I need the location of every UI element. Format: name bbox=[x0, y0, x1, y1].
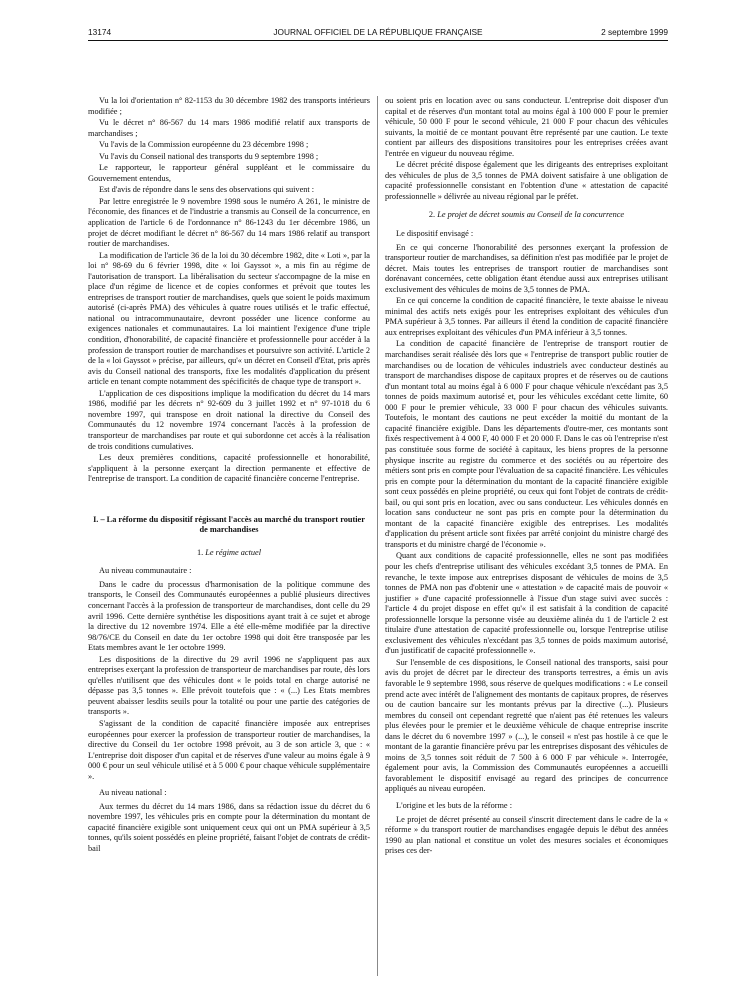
paragraph: Les deux premières conditions, capacité professionnelle et honorabilité, s'appliquent à la personne exerçant la direction permanente et effective de l'entreprise de transport. La condition de capacité financière concerne l'entreprise. bbox=[88, 453, 370, 484]
paragraph: Sur l'ensemble de ces dispositions, le Conseil national des transports, saisi pour avis du projet de décret par le directeur des transports terrestres, a émis un avis favorable le 9 septembre 1998, sous réserve de quelques modifications : « Le conseil prend acte avec intérêt de l'alignement des montants de capitaux propres, de réserves ou de caution bancaire sur les montants prévus par la directive (...). Plusieurs membres du conseil ont cependant regretté que n'aient pas été retenues les valeurs plus élevées pour le premier et le deuxième véhicule de chaque entreprise inscrite dans le décret du 6 novembre 1997 » (...), le conseil « n'est pas hostile à ce que le montant de la garantie financière prévu par les entreprises disposant des véhicules de moins de 3,5 tonnes soit réduit de 7 500 à 6 000 F par véhicule ». Interrogée, également pour avis, la Commission des Communautés européennes a accueilli favorablement le dispositif envisagé au regard des principes de concurrence appliqués au niveau européen. bbox=[385, 657, 668, 794]
paragraph: La modification de l'article 36 de la loi du 30 décembre 1982, dite « Loti », par la loi n° 98-69 du 6 février 1998, dite « loi Gayssot », a mis fin au régime de l'autorisation de transport. La libéralisation du secteur s'accompagne de la mise en place d'un régime de licence et de copies conformes et prévoit que toutes les entreprises de transport routier de marchandises, quels que soient le poids maximum autorisé (ci-après PMA) des véhicules à quatre roues utilisés et le trafic effectué, national ou intracommunautaire, devront posséder une licence conforme au exigences nationales et communautaires. La loi maintient l'exigence d'une triple condition, d'honorabilité, de capacité financière et professionnelle pour accéder à la profession de transport routier de marchandises et poursuivre son activité. L'article 2 de la « loi Gayssot » précise, par ailleurs, qu'« un décret en Conseil d'Etat, pris après avis du Conseil national des transports, fixe les modalités d'application du présent article en tenant compte notamment des spécificités de chaque type de transport ». bbox=[88, 250, 370, 387]
paragraph: Le projet de décret présenté au conseil s'inscrit directement dans le cadre de la « réforme » du transport routier de marchandises engagée depuis le début des années 1990 au plan national et constitue un volet des mesures sociales et économiques prises ces der- bbox=[385, 814, 668, 856]
column-divider bbox=[377, 96, 378, 976]
paragraph: Vu l'avis de la Commission européenne du 23 décembre 1998 ; bbox=[99, 140, 309, 150]
paragraph: Vu le décret n° 86-567 du 14 mars 1986 modifié relatif aux transports de marchandises ; bbox=[88, 118, 370, 138]
publication-date: 2 septembre 1999 bbox=[601, 27, 668, 37]
paragraph: ou soient pris en location avec ou sans conducteur. L'entreprise doit disposer d'un capital et de réserves d'un montant total au moins égal à 100 000 F pour le premier véhicule, 50 000 F pour le second véhicule, 21 000 F pour chacun des véhicules suivants, la moitié de ce montant pouvant être représenté par une caution. Le texte contient par ailleurs des dispositions transitoires pour les entreprises créées avant l'entrée en vigueur du nouveau régime. bbox=[385, 96, 668, 158]
paragraph: Le rapporteur, le rapporteur général suppléant et le commissaire du Gouvernement entendus, bbox=[88, 163, 370, 183]
paragraph: Par lettre enregistrée le 9 novembre 1998 sous le numéro A 261, le ministre de l'économie, des finances et de l'industrie a transmis au Conseil de la concurrence, en application de l'article 6 de l'ordonnance n° 86-1243 du 1er décembre 1986, un projet de décret modifiant le décret n° 86-567 du 14 mars 1986 relatif au transport routier de marchandises. bbox=[88, 196, 370, 249]
paragraph: Est d'avis de répondre dans le sens des observations qui suivent : bbox=[99, 185, 315, 195]
subsection-number: 2. bbox=[428, 210, 436, 220]
journal-title: JOURNAL OFFICIEL DE LA RÉPUBLIQUE FRANÇAISE bbox=[273, 27, 483, 37]
page-number: 13174 bbox=[88, 27, 112, 37]
level-heading: Au niveau national : bbox=[99, 788, 167, 798]
paragraph: L'application de ces dispositions implique la modification du décret du 14 mars 1986, modifié par les décrets n° 92-609 du 3 juillet 1992 et n° 97-1018 du 6 novembre 1997, qui transpose en droit national la directive du Conseil des Communautés du 12 novembre 1974 concernant l'accès à la profession de transporteur de marchandises par route et qui subordonne cet accès à la réalisation de trois conditions cumulatives. bbox=[88, 388, 370, 451]
paragraph: En ce qui concerne la condition de capacité financière, le texte abaisse le niveau minimal des actifs nets exigés pour les entreprises exploitant des véhicules d'un PMA supérieur à 3,5 tonnes. Par ailleurs il étend la condition de capacité financière aux entreprises exploitant des véhicules d'un PMA inférieur à 3,5 tonnes. bbox=[385, 296, 668, 337]
paragraph: S'agissant de la condition de capacité financière imposée aux entreprises européennes pour exercer la profession de transporteur routier de marchandises, la directive du Conseil du 1er octobre 1998 prévoit, au 3 de son article 3, que : « L'entreprise doit disposer d'un capital et de réserves d'une valeur au moins égale à 9 000 € pour un seul véhicule utilisé et à 5 000 € pour chaque véhicule supplémentaire ». bbox=[88, 718, 370, 781]
paragraph: Vu la loi d'orientation n° 82-1153 du 30 décembre 1982 des transports intérieurs modifiée ; bbox=[88, 96, 370, 116]
subsection-number: 1. bbox=[196, 547, 204, 557]
paragraph: La condition de capacité financière de l'entreprise de transport routier de marchandises serait réalisée dès lors que « l'entreprise de transport public routier de marchandises ou de location de véhicules industriels avec conducteur destinés au transport de marchandises dispose de capitaux propres et de réserves ou de cautions d'un montant total au moins égal à 6 000 F pour chaque véhicule n'excédant pas 3,5 tonnes de poids maximum autorisé et, pour les véhicules excédant cette limite, 60 000 F pour le premier véhicule, 33 000 F pour chacun des véhicules suivants. Toutefois, le montant des cautions ne peut excéder la moitié du montant de la capacité financière exigible. Dans les départements d'outre-mer, ces montants sont fixés respectivement à 4 000 F, 40 000 F et 20 000 F. Dans le cas où l'entreprise n'est pas constituée sous forme de société à capitaux, les biens propres de la personne physique inscrite au registre du commerce et des sociétés ou au répertoire des métiers sont pris en compte pour l'évaluation de sa capacité financière. Les véhicules pris en compte pour la détermination du montant de la capacité financière exigible sont ceux possédés en pleine propriété, ou ceux qui font l'objet de contrats de crédit-bail, ou qui sont pris en location, avec ou sans conducteur. Les véhicules donnés en location sans conducteur ne sont pas pris en compte pour la détermination du montant de la capacité financière exigible des entreprises. Les modalités d'application du présent article sont fixées par arrêté conjoint du ministre chargé des transports et du ministre chargé de l'économie ». bbox=[385, 339, 668, 549]
paragraph: En ce qui concerne l'honorabilité des personnes exerçant la profession de transporteur routier de marchandises, sa définition n'est pas modifiée par le projet de décret. Mais toutes les entreprises de transport routier de marchandises sont dorénavant concernées, cette obligation étant étendue aussi aux entreprises utilisant exclusivement des véhicules de moins de 3,5 tonnes de PMA. bbox=[385, 242, 668, 294]
paragraph: Aux termes du décret du 14 mars 1986, dans sa rédaction issue du décret du 6 novembre 1997, les véhicules pris en compte pour la détermination du montant de capacité financière exigible sont uniquement ceux qui ont un PMA supérieur à 3,5 tonnes, qu'ils soient possédés en pleine propriété, faisant l'objet de contrats de crédit-bail bbox=[88, 801, 370, 853]
subsection-title: Le projet de décret soumis au Conseil de la concurrence bbox=[437, 210, 625, 220]
paragraph: Vu l'avis du Conseil national des transports du 9 septembre 1998 ; bbox=[99, 151, 319, 161]
subsection-heading bbox=[88, 548, 370, 559]
level-heading: Le dispositif envisagé : bbox=[396, 229, 474, 239]
page-header bbox=[88, 27, 668, 41]
subsection-heading bbox=[385, 210, 668, 221]
header-rule bbox=[88, 40, 668, 41]
right-column bbox=[385, 96, 668, 858]
level-heading: Au niveau communautaire : bbox=[99, 566, 192, 576]
subsection-title: Le régime actuel bbox=[205, 547, 262, 557]
paragraph: Le décret précité dispose également que les dirigeants des entreprises exploitant des véhicules de plus de 3,5 tonnes de PMA doivent satisfaire à une obligation de capacité professionnelle consistant en l'obtention d'une « attestation de capacité professionnelle » délivrée au niveau régional par le préfet. bbox=[385, 160, 668, 201]
paragraph: Dans le cadre du processus d'harmonisation de la politique commune des transports, le Conseil des Communautés européennes a publié plusieurs directives concernant l'accès à la profession de transporteur de marchandises, dont celle du 29 avril 1996. Cette dernière synthétise les dispositions ayant trait à ce sujet et abroge la directive du 12 novembre 1974. Elle a été elle-même modifiée par la directive 98/76/CE du Conseil en date du 1er octobre 1998 qui doit être transposée par les Etats membres avant le 1er octobre 1999. bbox=[88, 579, 370, 653]
level-heading: L'origine et les buts de la réforme : bbox=[396, 801, 512, 810]
section-heading: I. – La réforme du dispositif régissant l'accès au marché du transport routier de marchandises bbox=[93, 514, 365, 535]
paragraph: Les dispositions de la directive du 29 avril 1996 ne s'appliquent pas aux entreprises exerçant la profession de transporteur de marchandises par route, dès lors qu'elles n'utilisent que des véhicules dont « le poids total en charge autorisé ne dépasse pas 3,5 tonnes ». Elle prévoit toutefois que : « (...) Les Etats membres peuvent abaisser lesdits seuils pour la totalité ou pour une partie des catégories de transports ». bbox=[88, 654, 370, 717]
paragraph: Quant aux conditions de capacité professionnelle, elles ne sont pas modifiées pour les chefs d'entreprise utilisant des véhicules excédant 3,5 tonnes de PMA. En revanche, le texte impose aux entreprises disposant de véhicules de moins de 3,5 tonnes de PMA non pas d'obtenir une « attestation » de capacité mais de pouvoir « justifier » d'une capacité professionnelle à l'issue d'un stage suivi avec succès : l'article 4 du projet dispose en effet qu'« il est satisfait à la condition de capacité professionnelle lorsque la personne visée au deuxième alinéa du 1 de l'article 2 est titulaire d'une attestation de capacité professionnelle ou, lorsque l'entreprise utilise exclusivement des véhicules n'excédant pas 3,5 tonnes de poids maximum autorisé, d'un justificatif de capacité professionnelle ». bbox=[385, 551, 668, 656]
left-column bbox=[88, 96, 370, 856]
